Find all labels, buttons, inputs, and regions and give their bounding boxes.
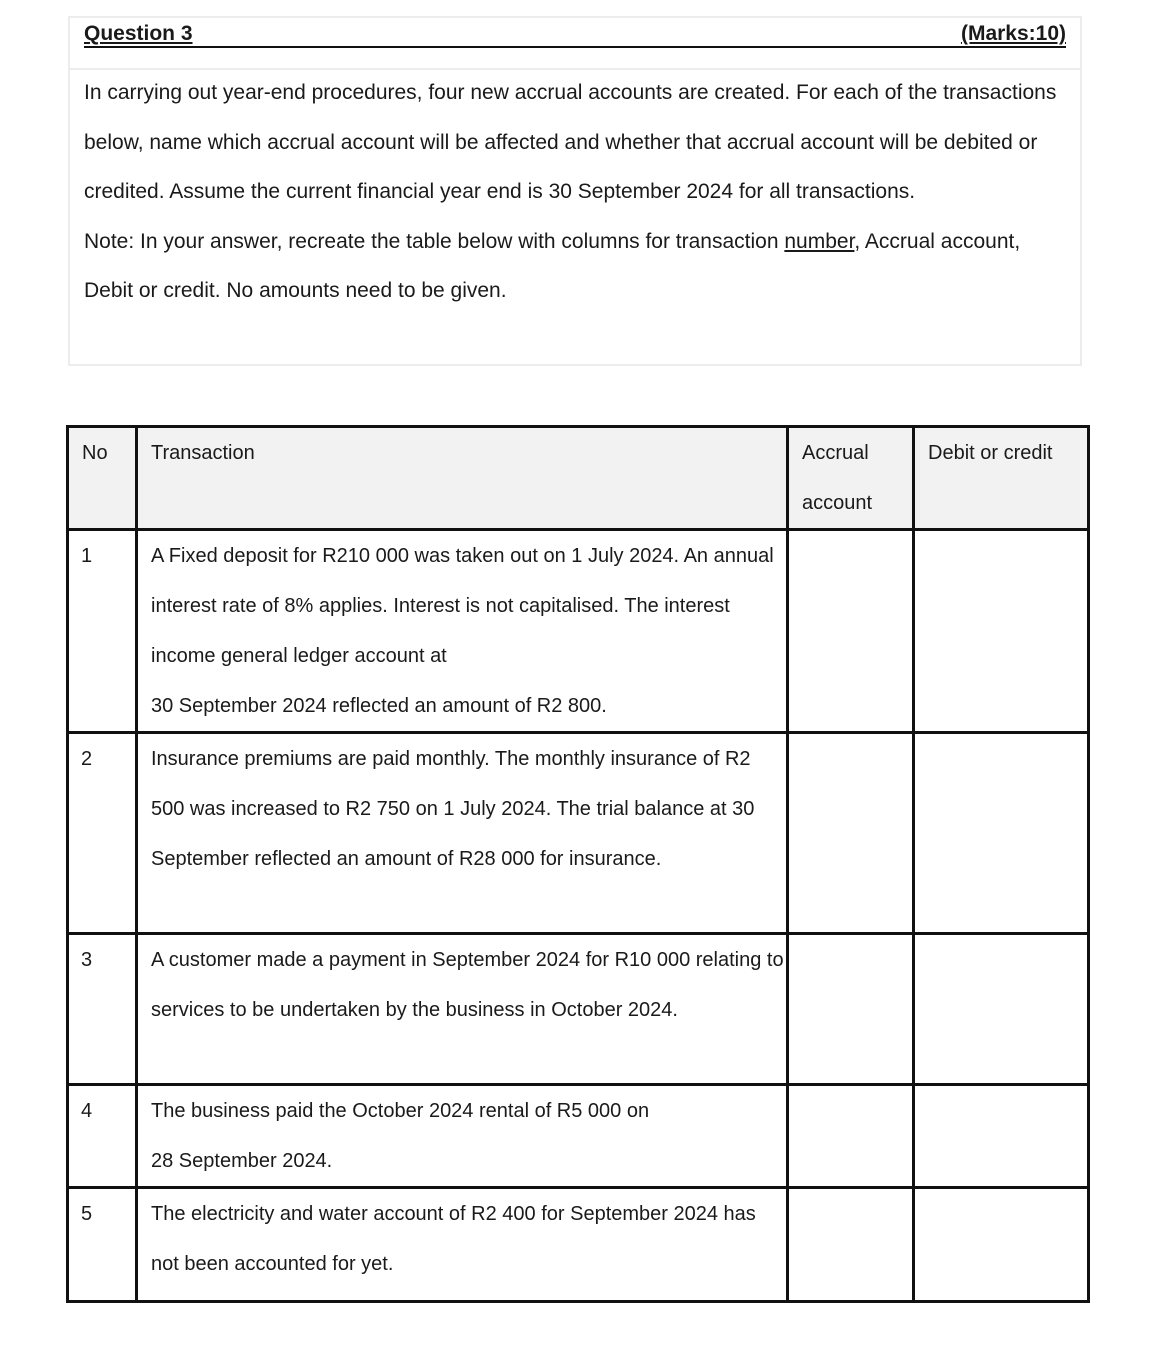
question-header bbox=[84, 20, 1066, 48]
transaction-text: The business paid the October 2024 rental of R5 000 on bbox=[151, 1100, 650, 1122]
accrual-account-cell[interactable] bbox=[788, 1188, 914, 1302]
row-number: 4 bbox=[68, 1085, 137, 1188]
transaction-text: Insurance premiums are paid monthly. The monthly insurance of R2 500 was increased to R2 750 on 1 July 2024. The trial balance at 30 September reflected an amount of R28 000 for insurance. bbox=[137, 733, 788, 934]
debit-or-credit-cell[interactable] bbox=[914, 1085, 1089, 1188]
table-row bbox=[68, 530, 1089, 733]
transaction-cell bbox=[137, 1085, 788, 1188]
accrual-account-cell[interactable] bbox=[788, 733, 914, 934]
header-accrual-account: Accrual account bbox=[788, 427, 914, 530]
note-underlined-word: number bbox=[784, 229, 855, 253]
transaction-text: A Fixed deposit for R210 000 was taken out on 1 July 2024. An annual interest rate of 8% applies. Interest is not capitalised. The interest income general ledger account at bbox=[151, 545, 774, 667]
accrual-table bbox=[66, 425, 1090, 1303]
table-row bbox=[68, 934, 1089, 1085]
accrual-account-cell[interactable] bbox=[788, 934, 914, 1085]
debit-or-credit-cell[interactable] bbox=[914, 1188, 1089, 1302]
accrual-account-cell[interactable] bbox=[788, 530, 914, 733]
transaction-text-cont: 28 September 2024. bbox=[151, 1150, 333, 1172]
table-row bbox=[68, 733, 1089, 934]
question-box bbox=[68, 16, 1082, 366]
row-number: 5 bbox=[68, 1188, 137, 1302]
table-row bbox=[68, 1085, 1089, 1188]
note-text-start: Note: In your answer, recreate the table below with columns for transaction bbox=[84, 229, 785, 253]
question-title: Question 3 bbox=[84, 22, 193, 45]
table-header-row bbox=[68, 427, 1089, 530]
note-text-end: , Accrual account, Debit or credit. No amounts need to be given. bbox=[84, 229, 1021, 302]
table-row bbox=[68, 1188, 1089, 1302]
debit-or-credit-cell[interactable] bbox=[914, 530, 1089, 733]
row-number: 3 bbox=[68, 934, 137, 1085]
header-debit-or-credit: Debit or credit bbox=[914, 427, 1089, 530]
instructions-paragraph: In carrying out year-end procedures, four new accrual accounts are created. For each of the transactions below, name which accrual account will be affected and whether that accrual account will be debited or credited. Assume the current financial year end is 30 September 2024 for all transactions. bbox=[84, 81, 1057, 203]
transaction-text: The electricity and water account of R2 400 for September 2024 has not been accounted for yet. bbox=[137, 1188, 788, 1302]
transaction-text-cont: 30 September 2024 reflected an amount of R2 800. bbox=[151, 695, 607, 717]
instructions-note bbox=[84, 217, 1069, 316]
accrual-account-cell[interactable] bbox=[788, 1085, 914, 1188]
question-instructions bbox=[84, 68, 1069, 316]
debit-or-credit-cell[interactable] bbox=[914, 934, 1089, 1085]
header-transaction: Transaction bbox=[137, 427, 788, 530]
transaction-text: A customer made a payment in September 2024 for R10 000 relating to services to be undertaken by the business in October 2024. bbox=[137, 934, 788, 1085]
debit-or-credit-cell[interactable] bbox=[914, 733, 1089, 934]
row-number: 1 bbox=[68, 530, 137, 733]
transaction-cell bbox=[137, 530, 788, 733]
row-number: 2 bbox=[68, 733, 137, 934]
header-no: No bbox=[68, 427, 137, 530]
question-marks: (Marks:10) bbox=[960, 22, 1066, 45]
